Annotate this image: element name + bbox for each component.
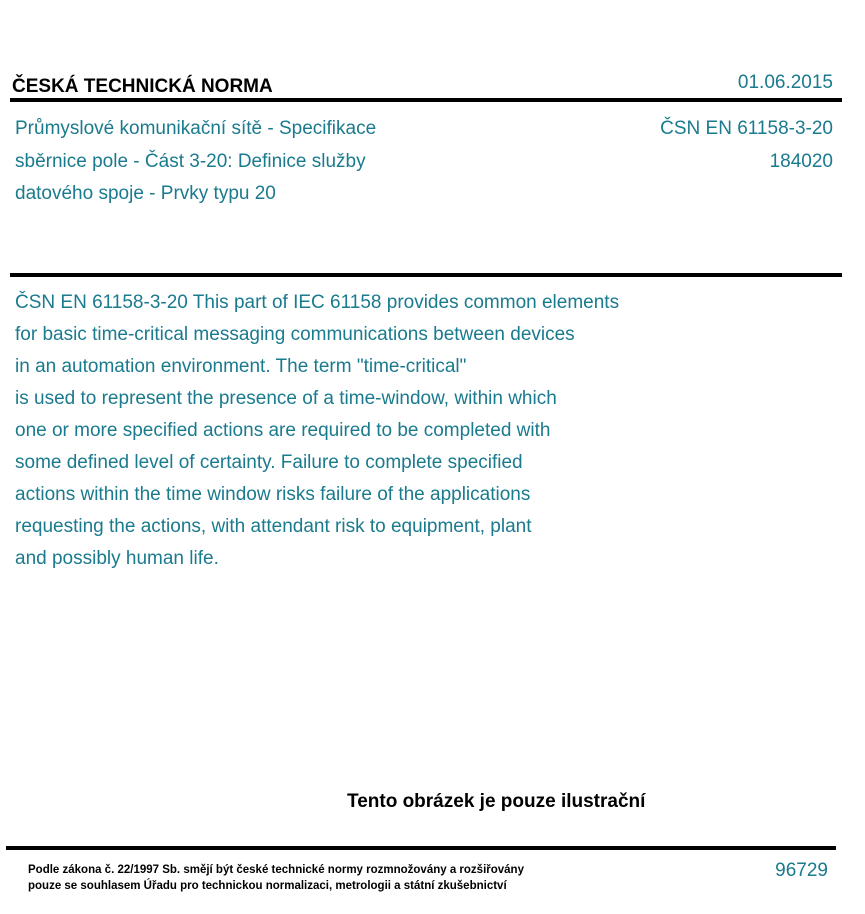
catalog-number: 184020 [769, 150, 833, 172]
illustration-notice: Tento obrázek je pouze ilustrační [347, 791, 646, 812]
standard-title-line: sběrnice pole - Část 3-20: Definice služby [15, 150, 366, 172]
standard-title-line: datového spoje - Prvky typu 20 [15, 183, 276, 204]
abstract-line: requesting the actions, with attendant risk to equipment, plant [15, 516, 532, 537]
abstract-line: and possibly human life. [15, 548, 219, 569]
abstract-line: for basic time-critical messaging communications between devices [15, 324, 575, 345]
document-type-heading: ČESKÁ TECHNICKÁ NORMA [12, 76, 273, 97]
abstract-line: some defined level of certainty. Failure to complete specified [15, 452, 523, 473]
abstract-line: is used to represent the presence of a time-window, within which [15, 388, 557, 409]
abstract-line: in an automation environment. The term "time-critical" [15, 356, 467, 377]
legal-notice-line: Podle zákona č. 22/1997 Sb. smějí být české technické normy rozmnožovány a rozšiřovány [28, 864, 524, 876]
header-divider [10, 98, 842, 102]
standard-title [15, 113, 495, 211]
footer-divider [6, 846, 836, 850]
legal-notice-line: pouze se souhlasem Úřadu pro technickou normalizaci, metrologii a státní zkušebnictví [28, 880, 507, 892]
abstract-text [15, 287, 735, 575]
abstract-line: ČSN EN 61158-3-20 This part of IEC 61158 provides common elements [15, 292, 620, 313]
standard-identifier [660, 113, 833, 178]
abstract-line: actions within the time window risks failure of the applications [15, 484, 531, 505]
document-number: 96729 [775, 860, 828, 881]
legal-notice [28, 862, 524, 894]
abstract-line: one or more specified actions are required to be completed with [15, 420, 551, 441]
publication-date: 01.06.2015 [737, 72, 833, 93]
standard-title-line: Průmyslové komunikační sítě - Specifikace [15, 118, 377, 139]
section-divider [10, 273, 842, 277]
standard-code: ČSN EN 61158-3-20 [660, 118, 833, 139]
